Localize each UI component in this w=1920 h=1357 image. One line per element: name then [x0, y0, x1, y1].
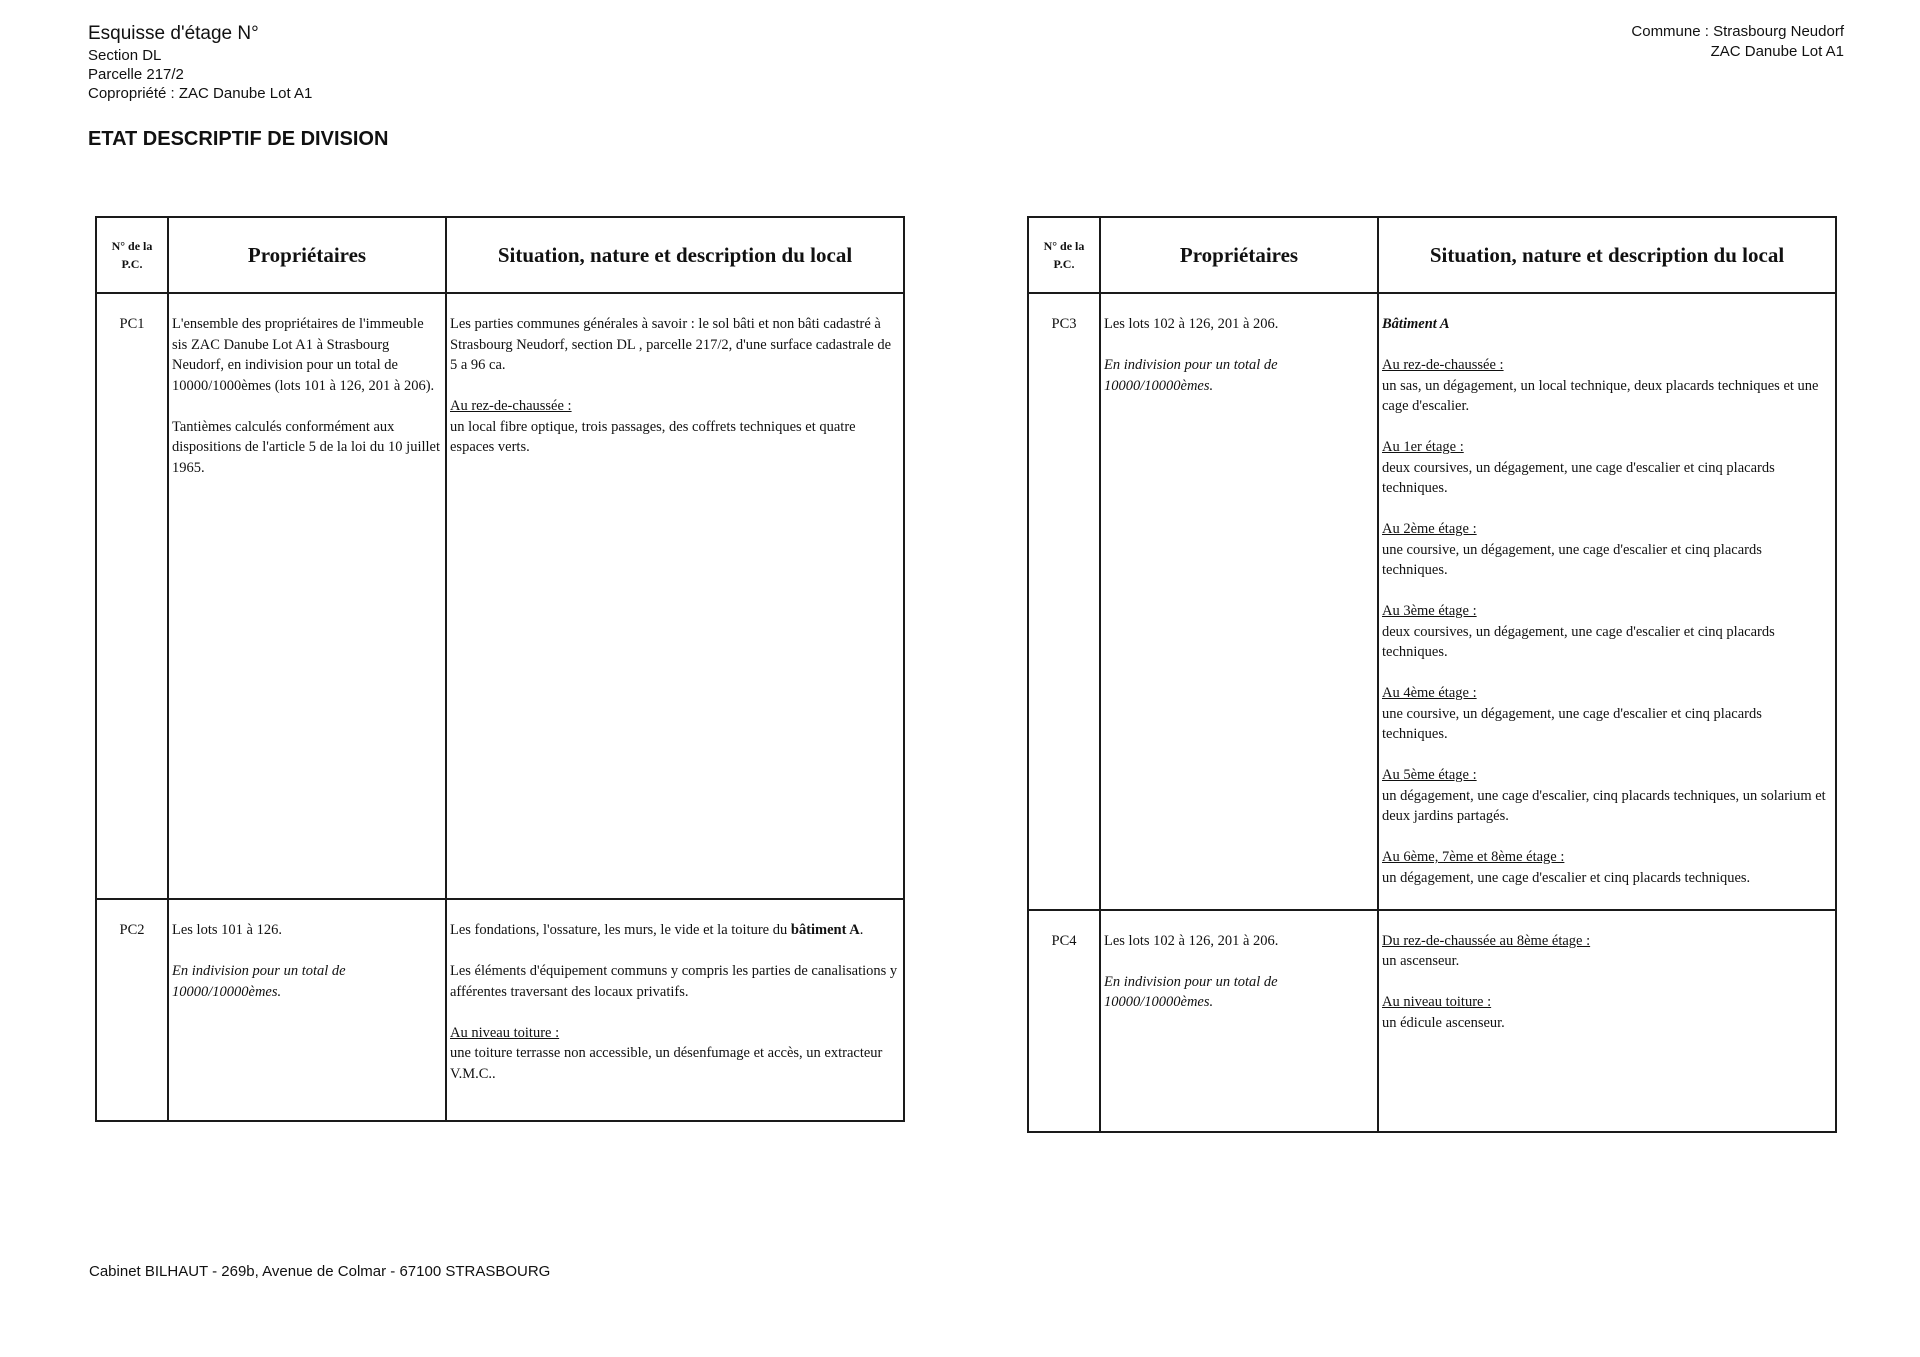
owners-cell — [168, 899, 446, 1121]
zac-lot-label: ZAC Danube Lot A1 — [1710, 43, 1844, 60]
owners-note: En indivision pour un total de 10000/10000èmes. — [1104, 357, 1278, 394]
column-header-owners: Propriétaires — [1100, 217, 1378, 293]
description-cell — [1378, 910, 1836, 1132]
table-row — [96, 899, 904, 1121]
floor-text: un dégagement, une cage d'escalier, cinq placards techniques, un solarium et deux jardins partagés. — [1382, 787, 1826, 824]
floor-heading: Au niveau toiture : — [1382, 994, 1492, 1010]
footer-address: Cabinet BILHAUT - 269b, Avenue de Colmar - 67100 STRASBOURG — [89, 1263, 551, 1280]
intro-text: Les fondations, l'ossature, les murs, le vide et la toiture du — [450, 922, 791, 938]
header-right — [1631, 22, 1844, 62]
header-left — [88, 22, 312, 103]
column-header-description: Situation, nature et description du local — [1378, 217, 1836, 293]
coownership-label: Copropriété : ZAC Danube Lot A1 — [88, 85, 313, 102]
column-header-description: Situation, nature et description du local — [446, 217, 904, 293]
description-intro — [450, 920, 899, 941]
table-row — [1028, 293, 1836, 910]
document-title: ETAT DESCRIPTIF DE DIVISION — [88, 128, 389, 150]
header-num-line2: P.C. — [1053, 257, 1075, 271]
floor-heading: Au 6ème, 7ème et 8ème étage : — [1382, 849, 1565, 865]
owners-note: En indivision pour un total de 10000/10000èmes. — [1104, 973, 1278, 1010]
floor-heading: Au rez-de-chaussée : — [450, 398, 572, 414]
building-name: Bâtiment A — [1382, 316, 1450, 332]
description-cell — [1378, 293, 1836, 910]
table-row — [96, 293, 904, 899]
owners-text: Les lots 102 à 126, 201 à 206. — [1104, 932, 1279, 949]
table-header-row — [96, 217, 904, 293]
parcel-label: Parcelle 217/2 — [88, 66, 184, 83]
floor-text: deux coursives, un dégagement, une cage d'escalier et cinq placards techniques. — [1382, 623, 1775, 660]
floor-text: un dégagement, une cage d'escalier et cinq placards techniques. — [1382, 869, 1751, 886]
owners-note: En indivision pour un total de 10000/10000èmes. — [172, 963, 346, 1000]
floor-heading: Au 4ème étage : — [1382, 685, 1477, 701]
column-header-owners: Propriétaires — [168, 217, 446, 293]
pc-number: PC2 — [96, 899, 168, 1121]
floor-text: un édicule ascenseur. — [1382, 1014, 1505, 1031]
pc-number: PC3 — [1028, 293, 1100, 910]
owners-text: Les lots 101 à 126. — [172, 922, 282, 938]
owners-cell — [1100, 910, 1378, 1132]
table-row — [1028, 910, 1836, 1132]
commune-label: Commune : Strasbourg Neudorf — [1631, 23, 1844, 40]
floor-heading: Au 2ème étage : — [1382, 521, 1477, 537]
sketch-title: Esquisse d'étage N° — [88, 23, 259, 44]
division-table-left — [95, 216, 905, 1122]
floor-heading: Au rez-de-chaussée : — [1382, 357, 1504, 373]
owners-text: Les lots 102 à 126, 201 à 206. — [1104, 316, 1279, 332]
intro-end: . — [859, 922, 864, 938]
floor-text: un local fibre optique, trois passages, des coffrets techniques et quatre espaces verts. — [450, 418, 856, 455]
pc-number: PC1 — [96, 293, 168, 899]
owners-cell — [168, 293, 446, 899]
floor-heading: Au niveau toiture : — [450, 1024, 560, 1041]
description-cell — [446, 293, 904, 899]
floor-text: un ascenseur. — [1382, 953, 1460, 969]
description-intro: Les parties communes générales à savoir : le sol bâti et non bâti cadastré à Strasbourg Neudorf, section DL , parcelle 217/2, d'une surface cadastrale de 5 a 96 ca. — [450, 316, 892, 373]
floor-text: une toiture terrasse non accessible, un désenfumage et accès, un extracteur V.M.C.. — [450, 1045, 883, 1082]
floor-text: une coursive, un dégagement, une cage d'escalier et cinq placards techniques. — [1382, 705, 1762, 742]
division-table-right — [1027, 216, 1837, 1133]
floor-heading: Au 1er étage : — [1382, 439, 1464, 455]
description-cell — [446, 899, 904, 1121]
floor-heading: Au 5ème étage : — [1382, 767, 1477, 783]
description-paragraph: Les éléments d'équipement communs y compris les parties de canalisations y afférentes traversant des locaux privatifs. — [450, 963, 898, 1000]
owners-cell — [1100, 293, 1378, 910]
floor-text: deux coursives, un dégagement, une cage d'escalier et cinq placards techniques. — [1382, 459, 1775, 496]
owners-text: L'ensemble des propriétaires de l'immeuble sis ZAC Danube Lot A1 à Strasbourg Neudorf, en indivision pour un total de 10000/1000èmes (lots 101 à 126, 201 à 206). — [172, 316, 435, 394]
building-name: bâtiment A — [790, 922, 860, 938]
floor-heading: Du rez-de-chaussée au 8ème étage : — [1382, 932, 1591, 949]
pc-number: PC4 — [1028, 910, 1100, 1132]
column-header-pc-number — [1028, 217, 1100, 293]
floor-text: un sas, un dégagement, un local technique, deux placards techniques et une cage d'escalier. — [1382, 377, 1819, 414]
floor-text: une coursive, un dégagement, une cage d'escalier et cinq placards techniques. — [1382, 541, 1762, 578]
header-num-line1: N° de la — [111, 239, 153, 253]
header-num-line1: N° de la — [1043, 239, 1085, 253]
section-label: Section DL — [88, 47, 162, 64]
owners-note: Tantièmes calculés conformément aux dispositions de l'article 5 de la loi du 10 juillet 1965. — [172, 418, 441, 476]
column-header-pc-number — [96, 217, 168, 293]
floor-heading: Au 3ème étage : — [1382, 603, 1477, 619]
header-num-line2: P.C. — [121, 257, 143, 271]
table-header-row — [1028, 217, 1836, 293]
